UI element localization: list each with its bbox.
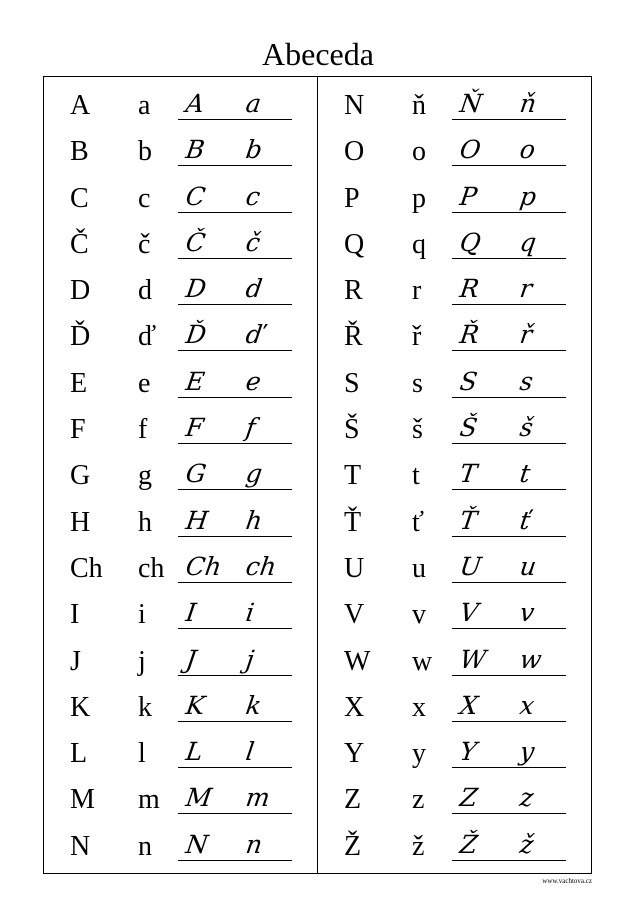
cursive-lowercase-letter: ch (244, 551, 279, 581)
letter-row (320, 732, 590, 778)
cursive-lowercase-letter: č (244, 227, 263, 257)
cursive-lowercase-letter: r (518, 274, 535, 304)
printed-lowercase-letter: s (412, 367, 423, 399)
cursive-lowercase-letter: p (518, 181, 539, 211)
cursive-uppercase-letter: Y (458, 737, 479, 767)
letter-row (320, 640, 590, 686)
printed-uppercase-letter: Z (344, 784, 362, 816)
letter-row (46, 501, 316, 547)
left-letter-column (46, 84, 316, 871)
printed-lowercase-letter: h (138, 506, 152, 538)
printed-lowercase-letter: ž (412, 830, 425, 862)
cursive-lowercase-letter: e (244, 366, 263, 396)
letter-row (320, 269, 590, 315)
printed-uppercase-letter: Š (344, 414, 360, 446)
cursive-lowercase-letter: g (244, 459, 265, 489)
printed-uppercase-letter: H (70, 506, 91, 538)
printed-uppercase-letter: Ž (344, 830, 362, 862)
printed-uppercase-letter: K (70, 691, 91, 723)
cursive-lowercase-letter: f (244, 413, 258, 443)
cursive-uppercase-letter: Š (458, 413, 480, 443)
cursive-lowercase-letter: q (518, 227, 539, 257)
cursive-uppercase-letter: C (184, 181, 208, 211)
printed-uppercase-letter: N (344, 90, 365, 121)
cursive-uppercase-letter: U (458, 551, 484, 581)
letter-row (46, 177, 316, 223)
printed-lowercase-letter: i (138, 599, 146, 631)
cursive-lowercase-letter: b (244, 135, 265, 165)
printed-uppercase-letter: D (70, 275, 91, 307)
printed-uppercase-letter: G (70, 460, 91, 492)
printed-uppercase-letter: W (344, 645, 371, 677)
printed-lowercase-letter: u (412, 552, 426, 584)
cursive-uppercase-letter: K (184, 690, 207, 720)
printed-lowercase-letter: a (138, 90, 151, 121)
printed-uppercase-letter: M (70, 784, 95, 816)
page-title: Abeceda (262, 36, 374, 72)
cursive-uppercase-letter: X (458, 690, 480, 720)
printed-uppercase-letter: N (70, 830, 91, 862)
letter-row (46, 593, 316, 639)
printed-lowercase-letter: q (412, 228, 426, 260)
printed-uppercase-letter: Ř (344, 321, 363, 353)
printed-lowercase-letter: ř (412, 321, 422, 353)
letter-row (320, 501, 590, 547)
printed-uppercase-letter: E (70, 367, 88, 399)
printed-uppercase-letter: Ť (344, 506, 362, 538)
printed-uppercase-letter: O (344, 136, 365, 168)
cursive-uppercase-letter: H (184, 505, 210, 535)
cursive-uppercase-letter: Ř (458, 320, 481, 350)
printed-lowercase-letter: y (412, 738, 426, 770)
printed-uppercase-letter: S (344, 367, 360, 399)
cursive-uppercase-letter: Ch (184, 551, 224, 581)
cursive-uppercase-letter: Q (458, 227, 483, 257)
cursive-uppercase-letter: G (184, 459, 209, 489)
printed-lowercase-letter: č (138, 228, 151, 260)
writing-baseline (178, 628, 292, 629)
cursive-lowercase-letter: ť (518, 505, 533, 535)
printed-uppercase-letter: F (70, 414, 86, 446)
cursive-uppercase-letter: P (458, 181, 479, 211)
right-letter-column (320, 84, 590, 871)
printed-lowercase-letter: p (412, 182, 426, 214)
letter-row (46, 547, 316, 593)
cursive-uppercase-letter: J (184, 644, 199, 674)
cursive-uppercase-letter: F (184, 413, 206, 443)
printed-uppercase-letter: A (70, 90, 91, 121)
printed-lowercase-letter: z (412, 784, 425, 816)
cursive-lowercase-letter: k (244, 690, 264, 720)
column-divider (317, 76, 318, 874)
cursive-uppercase-letter: E (184, 366, 207, 396)
cursive-lowercase-letter: ř (518, 320, 535, 350)
cursive-lowercase-letter: ď (244, 320, 265, 350)
printed-lowercase-letter: o (412, 136, 426, 168)
cursive-lowercase-letter: z (518, 783, 536, 813)
cursive-lowercase-letter: s (518, 366, 535, 396)
letter-row (46, 408, 316, 454)
cursive-lowercase-letter: a (244, 89, 264, 118)
letter-row (46, 732, 316, 778)
cursive-lowercase-letter: o (518, 135, 538, 165)
letter-row (46, 454, 316, 500)
letter-row (320, 686, 590, 732)
letter-row (320, 315, 590, 361)
letter-row (320, 778, 590, 824)
printed-lowercase-letter: n (138, 830, 152, 862)
printed-uppercase-letter: L (70, 738, 88, 770)
cursive-lowercase-letter: c (244, 181, 263, 211)
printed-lowercase-letter: j (138, 645, 146, 677)
letter-row (320, 177, 590, 223)
letter-row (320, 223, 590, 269)
cursive-lowercase-letter: n (244, 829, 265, 859)
letter-row (320, 593, 590, 639)
printed-lowercase-letter: x (412, 691, 426, 723)
printed-uppercase-letter: V (344, 599, 365, 631)
cursive-uppercase-letter: S (458, 366, 480, 396)
printed-uppercase-letter: Y (344, 738, 365, 770)
cursive-lowercase-letter: y (518, 737, 537, 767)
letter-row (320, 130, 590, 176)
printed-lowercase-letter: f (138, 414, 148, 446)
cursive-lowercase-letter: i (244, 598, 257, 628)
printed-lowercase-letter: d (138, 275, 152, 307)
cursive-lowercase-letter: m (244, 783, 272, 813)
letter-row (46, 362, 316, 408)
cursive-uppercase-letter: M (184, 783, 214, 813)
cursive-uppercase-letter: O (458, 135, 483, 165)
letter-row (46, 778, 316, 824)
cursive-uppercase-letter: A (184, 89, 207, 118)
printed-lowercase-letter: c (138, 182, 151, 214)
printed-uppercase-letter: J (70, 645, 81, 677)
letter-row (320, 408, 590, 454)
cursive-uppercase-letter: Ň (458, 89, 484, 118)
printed-lowercase-letter: k (138, 691, 152, 723)
cursive-lowercase-letter: d (244, 274, 265, 304)
cursive-uppercase-letter: Ď (184, 320, 209, 350)
cursive-lowercase-letter: t (518, 459, 533, 489)
cursive-uppercase-letter: R (458, 274, 481, 304)
printed-lowercase-letter: m (138, 784, 160, 816)
letter-row (46, 825, 316, 871)
cursive-uppercase-letter: Ž (458, 829, 480, 859)
cursive-uppercase-letter: I (184, 598, 198, 628)
cursive-lowercase-letter: ň (518, 89, 539, 118)
letter-row (46, 223, 316, 269)
printed-uppercase-letter: T (344, 460, 362, 492)
printed-uppercase-letter: Ď (70, 321, 91, 353)
printed-lowercase-letter: š (412, 414, 423, 446)
printed-lowercase-letter: w (412, 645, 433, 677)
cursive-lowercase-letter: ž (518, 829, 536, 859)
printed-lowercase-letter: g (138, 460, 152, 492)
cursive-uppercase-letter: D (184, 274, 209, 304)
printed-lowercase-letter: ch (138, 552, 165, 584)
cursive-lowercase-letter: h (244, 505, 265, 535)
printed-uppercase-letter: I (70, 599, 80, 631)
printed-lowercase-letter: e (138, 367, 151, 399)
printed-lowercase-letter: ň (412, 90, 426, 121)
printed-lowercase-letter: r (412, 275, 422, 307)
cursive-lowercase-letter: l (244, 737, 257, 767)
letter-row (320, 362, 590, 408)
letter-row (46, 269, 316, 315)
cursive-uppercase-letter: T (458, 459, 479, 489)
printed-lowercase-letter: ť (412, 506, 424, 538)
cursive-uppercase-letter: N (184, 829, 210, 859)
printed-lowercase-letter: ď (138, 321, 157, 353)
printed-uppercase-letter: U (344, 552, 365, 584)
cursive-lowercase-letter: x (518, 690, 537, 720)
letter-row (46, 84, 316, 130)
printed-uppercase-letter: X (344, 691, 365, 723)
letter-row (46, 640, 316, 686)
printed-uppercase-letter: Ch (70, 552, 103, 584)
printed-uppercase-letter: P (344, 182, 360, 214)
printed-uppercase-letter: Q (344, 228, 365, 260)
letter-row (46, 315, 316, 361)
letter-row (320, 454, 590, 500)
cursive-lowercase-letter: v (518, 598, 537, 628)
cursive-lowercase-letter: u (518, 551, 539, 581)
cursive-uppercase-letter: B (184, 135, 207, 165)
cursive-uppercase-letter: W (458, 644, 488, 674)
printed-lowercase-letter: v (412, 599, 426, 631)
cursive-uppercase-letter: Z (458, 783, 480, 813)
cursive-uppercase-letter: V (458, 598, 481, 628)
letter-row (46, 686, 316, 732)
letter-row (46, 130, 316, 176)
printed-uppercase-letter: R (344, 275, 363, 307)
cursive-uppercase-letter: Ť (458, 505, 479, 535)
cursive-lowercase-letter: š (518, 413, 535, 443)
letter-row (320, 84, 590, 130)
printed-uppercase-letter: B (70, 136, 89, 168)
cursive-uppercase-letter: L (184, 737, 205, 767)
printed-lowercase-letter: b (138, 136, 152, 168)
cursive-lowercase-letter: j (244, 644, 256, 674)
cursive-uppercase-letter: Č (184, 227, 208, 257)
printed-uppercase-letter: Č (70, 228, 89, 260)
letter-row (320, 825, 590, 871)
cursive-lowercase-letter: w (518, 644, 544, 674)
printed-lowercase-letter: t (412, 460, 420, 492)
letter-row (320, 547, 590, 593)
printed-lowercase-letter: l (138, 738, 146, 770)
printed-uppercase-letter: C (70, 182, 89, 214)
writing-baseline (178, 675, 292, 676)
footer-url: www.vachtova.cz (542, 877, 592, 885)
